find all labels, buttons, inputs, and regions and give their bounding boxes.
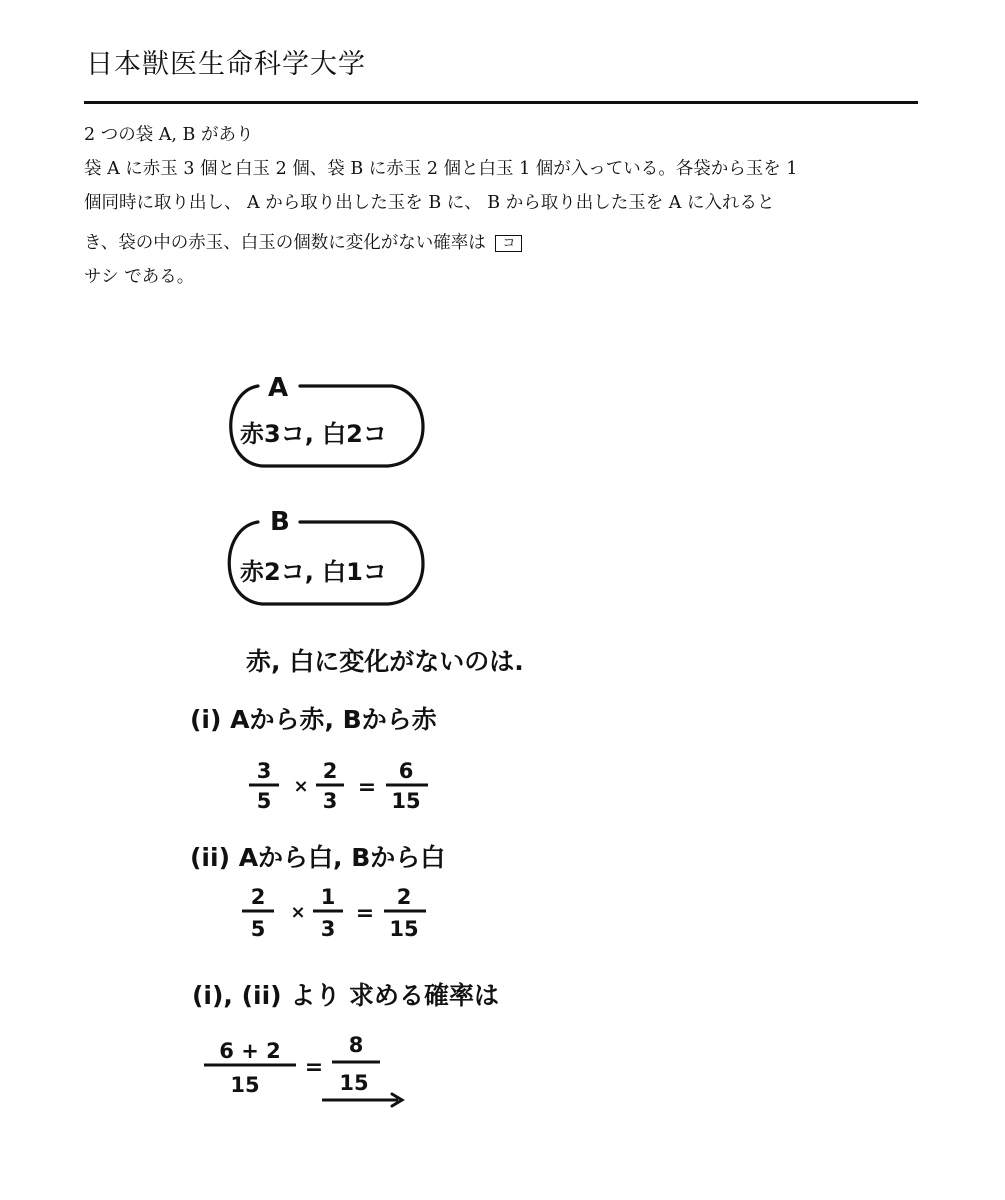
case1-f1-num: 3 bbox=[256, 759, 272, 783]
case1-f2-den: 3 bbox=[322, 789, 338, 813]
problem-line-1: 2 つの袋 A, B があり bbox=[84, 125, 254, 145]
case2-res-den: 15 bbox=[389, 917, 419, 941]
case2-equals: = bbox=[355, 901, 375, 926]
problem-line-4-text: き、袋の中の赤玉、白玉の個数に変化がない確率は bbox=[84, 233, 486, 253]
case2-title: (ii) Aから白, Bから白 bbox=[190, 843, 446, 872]
bag-a-contents: 赤3コ, 白2コ bbox=[240, 420, 387, 448]
condition-text: 赤, 白に変化がないのは. bbox=[246, 647, 524, 676]
final-sum-num: 6 + 2 bbox=[219, 1039, 281, 1063]
case1-times: × bbox=[293, 776, 309, 797]
case2-equation bbox=[242, 885, 426, 941]
case1-res-num: 6 bbox=[398, 759, 414, 783]
final-answer-den: 15 bbox=[339, 1071, 369, 1095]
problem-line-4-end: である。 bbox=[124, 267, 195, 287]
final-sum-den: 15 bbox=[230, 1073, 260, 1097]
answer-blank-numerator: コ bbox=[495, 235, 522, 252]
case1-res-den: 15 bbox=[391, 789, 421, 813]
bag-a-label: A bbox=[268, 373, 289, 403]
case1-equation bbox=[249, 759, 428, 813]
case2-f2-den: 3 bbox=[320, 917, 336, 941]
university-title: 日本獣医生命科学大学 bbox=[86, 49, 366, 80]
case2-res-num: 2 bbox=[396, 885, 412, 909]
final-answer-num: 8 bbox=[348, 1033, 364, 1057]
bag-b-contents: 赤2コ, 白1コ bbox=[240, 558, 387, 586]
case1-equals: = bbox=[357, 775, 377, 800]
problem-line-3: 個同時に取り出し、 A から取り出した玉を B に、 B から取り出した玉を A に入れると bbox=[84, 193, 775, 213]
case1-title: (i) Aから赤, Bから赤 bbox=[190, 705, 437, 734]
final-equation bbox=[204, 1033, 402, 1106]
final-equals: = bbox=[304, 1055, 324, 1080]
case2-times: × bbox=[290, 902, 306, 923]
problem-line-2: 袋 A に赤玉 3 個と白玉 2 個、袋 B に赤玉 2 個と白玉 1 個が入っている。各袋から玉を 1 bbox=[84, 159, 798, 179]
case2-f1-num: 2 bbox=[250, 885, 266, 909]
case2-f1-den: 5 bbox=[250, 917, 266, 941]
case1-f1-den: 5 bbox=[256, 789, 272, 813]
bag-b-label: B bbox=[270, 507, 290, 537]
conclusion-text: (i), (ii) より 求める確率は bbox=[192, 981, 500, 1010]
case1-f2-num: 2 bbox=[322, 759, 338, 783]
case2-f2-num: 1 bbox=[320, 885, 336, 909]
answer-blank-denominator: サシ bbox=[84, 267, 119, 287]
